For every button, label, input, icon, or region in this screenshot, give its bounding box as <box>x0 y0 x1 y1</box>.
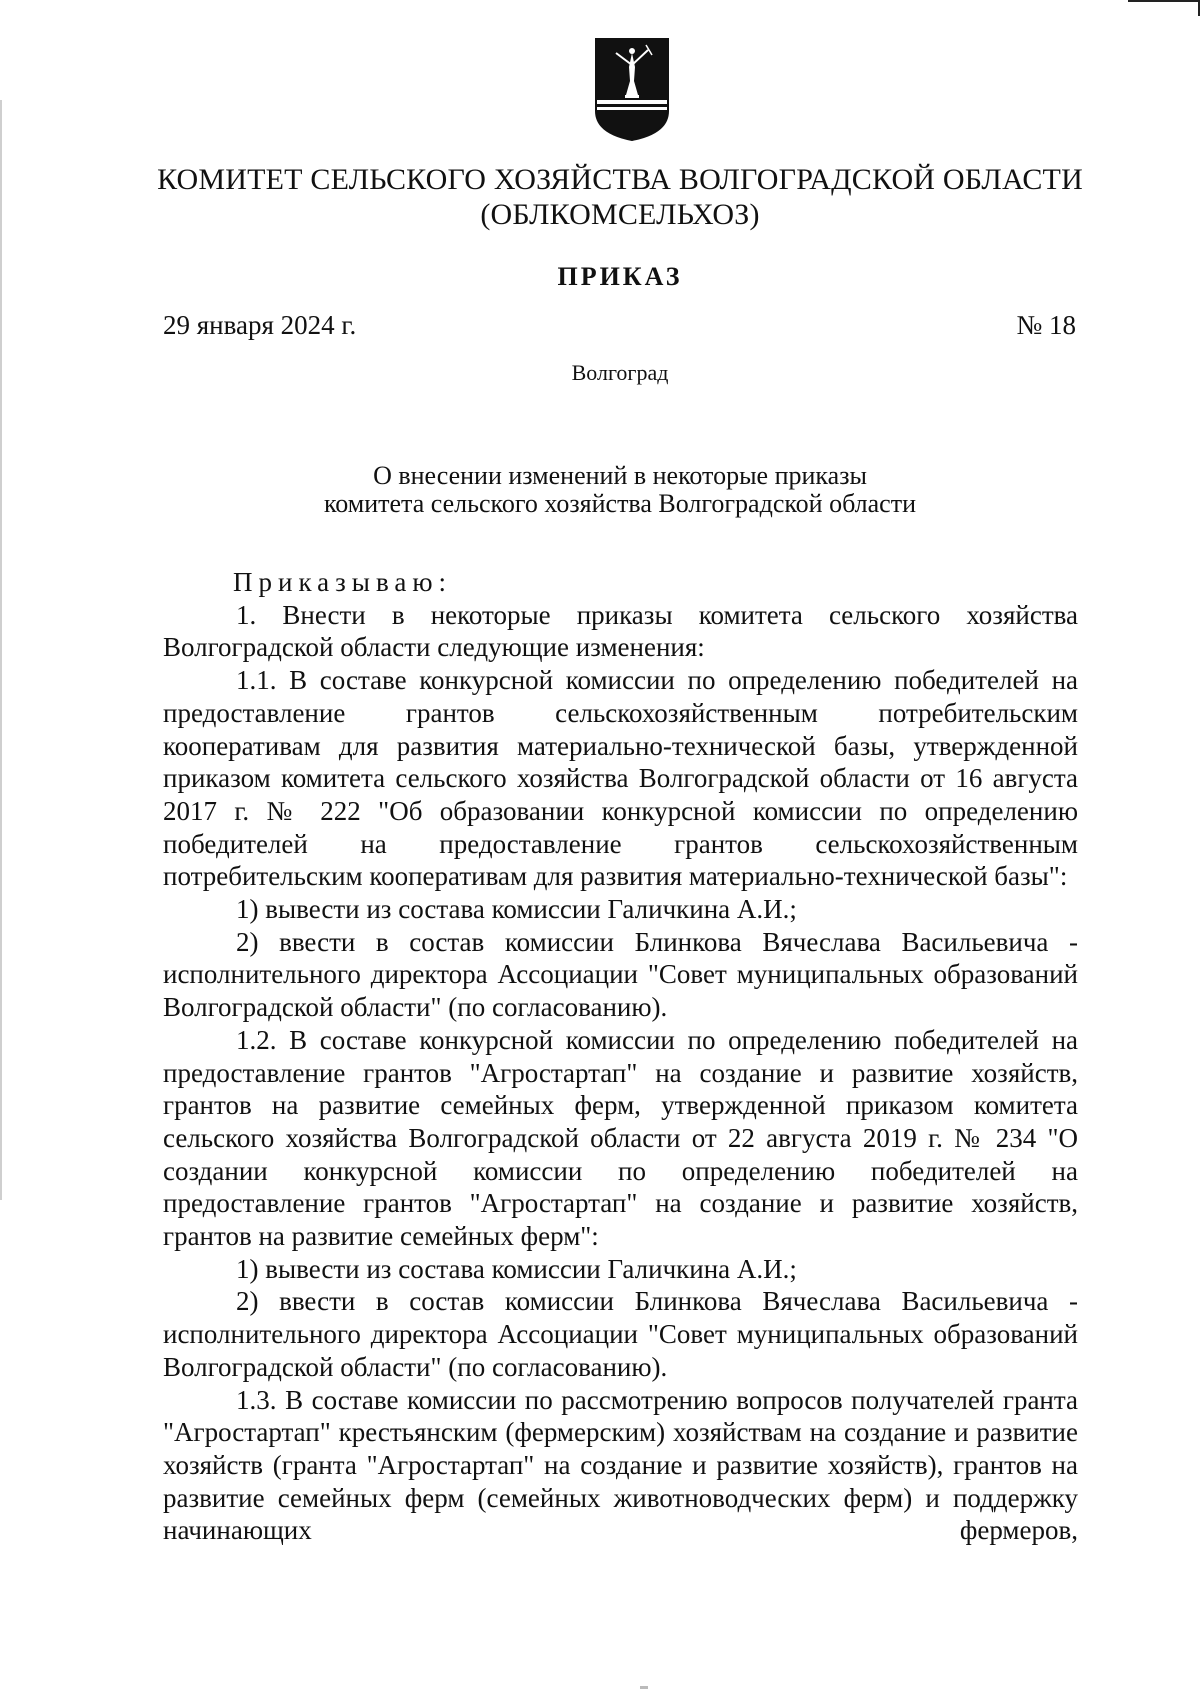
paragraph-1-1: 1.1. В составе конкурсной комиссии по определению победителей на предоставление грантов сельскохозяйственным потребительским кооперативам для развития материально-технической базы, утвержденной приказом комитета сельского хозяйства Волгоградской области от 16 августа 2017 г. № 222 "Об образовании конкурсной комиссии по определению победителей на предоставление грантов сельскохозяйственным потребительским кооперативам для развития материально-технической базы": <box>163 665 1078 892</box>
subject-line: комитета сельского хозяйства Волгоградской области <box>323 489 917 518</box>
paragraph-1-2-item-2: 2) ввести в состав комиссии Блинкова Вячеслава Васильевича - исполнительного директора Ассоциации "Совет муниципальных образований Волгоградской области" (по согласованию). <box>163 1286 1078 1382</box>
document-date: 29 января 2024 г. <box>163 310 357 340</box>
subject-line: О внесении изменений в некоторые приказы <box>373 461 867 490</box>
scan-corner-mark <box>1128 0 1200 16</box>
paragraph-1-1-item-2: 2) ввести в состав комиссии Блинкова Вячеслава Васильевича - исполнительного директора Ассоциации "Совет муниципальных образований Волгоградской области" (по согласованию). <box>163 926 1078 1023</box>
paragraph-1-1-item-1: 1) вывести из состава комиссии Галичкина А.И.; <box>236 894 797 925</box>
document-number: № 18 <box>1016 310 1076 340</box>
paragraph-1-2: 1.2. В составе конкурсной комиссии по определению победителей на предоставление грантов "Агростартап" на создание и развитие хозяйств, грантов на развитие семейных ферм, утвержденной приказом комитета сельского хозяйства Волгоградской области от 22 августа 2019 г. № 234 "О создании конкурсной комиссии по определению победителей на предоставление грантов "Агростартап" на создание и развитие хозяйств, грантов на развитие семейных ферм": <box>163 1024 1078 1252</box>
document-type: ПРИКАЗ <box>557 262 683 291</box>
paragraph-1-3: 1.3. В составе комиссии по рассмотрению вопросов получателей гранта "Агростартап" крестьянским (фермерским) хозяйствам на создание и развитие хозяйств (гранта "Агростартап" на создание и развитие хозяйств), грантов на развитие семейных ферм (семейных животноводческих ферм) и поддержку начинающих фермеров, <box>163 1384 1078 1546</box>
volgograd-coat-of-arms-icon <box>592 37 672 142</box>
scan-speck <box>640 1686 648 1689</box>
organization-name: КОМИТЕТ СЕЛЬСКОГО ХОЗЯЙСТВА ВОЛГОГРАДСКОЙ ОБЛАСТИ <box>157 163 1083 196</box>
order-word: Приказываю: <box>233 567 452 597</box>
paragraph-1-2-item-1: 1) вывести из состава комиссии Галичкина А.И.; <box>236 1253 797 1284</box>
paragraph-1: 1. Внести в некоторые приказы комитета сельского хозяйства Волгоградской области следующие изменения: <box>163 599 1078 663</box>
document-body <box>163 566 1078 1547</box>
document-city: Волгоград <box>571 360 669 385</box>
organization-short-name: (ОБЛКОМСЕЛЬХОЗ) <box>480 198 760 231</box>
document-subject <box>100 462 1140 518</box>
scan-edge-mark <box>0 100 2 1200</box>
